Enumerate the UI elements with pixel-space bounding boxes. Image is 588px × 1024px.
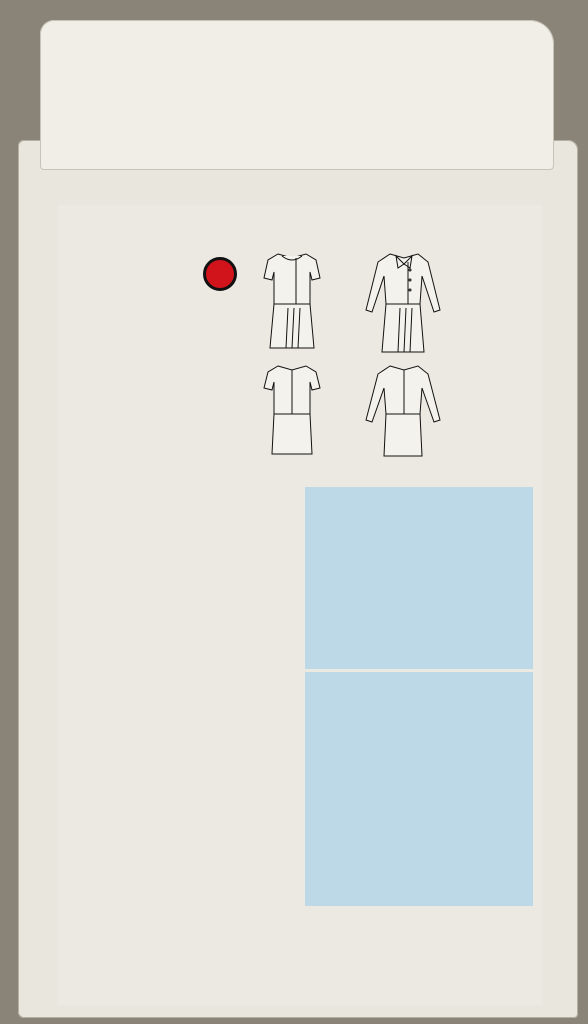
french-description [305,487,533,669]
red-dot-marker [203,257,237,291]
metric-panel [305,672,533,906]
envelope-flap [40,20,554,170]
english-description [74,487,314,510]
front-a-sketches [252,248,332,460]
front-b-sketches [358,248,448,460]
